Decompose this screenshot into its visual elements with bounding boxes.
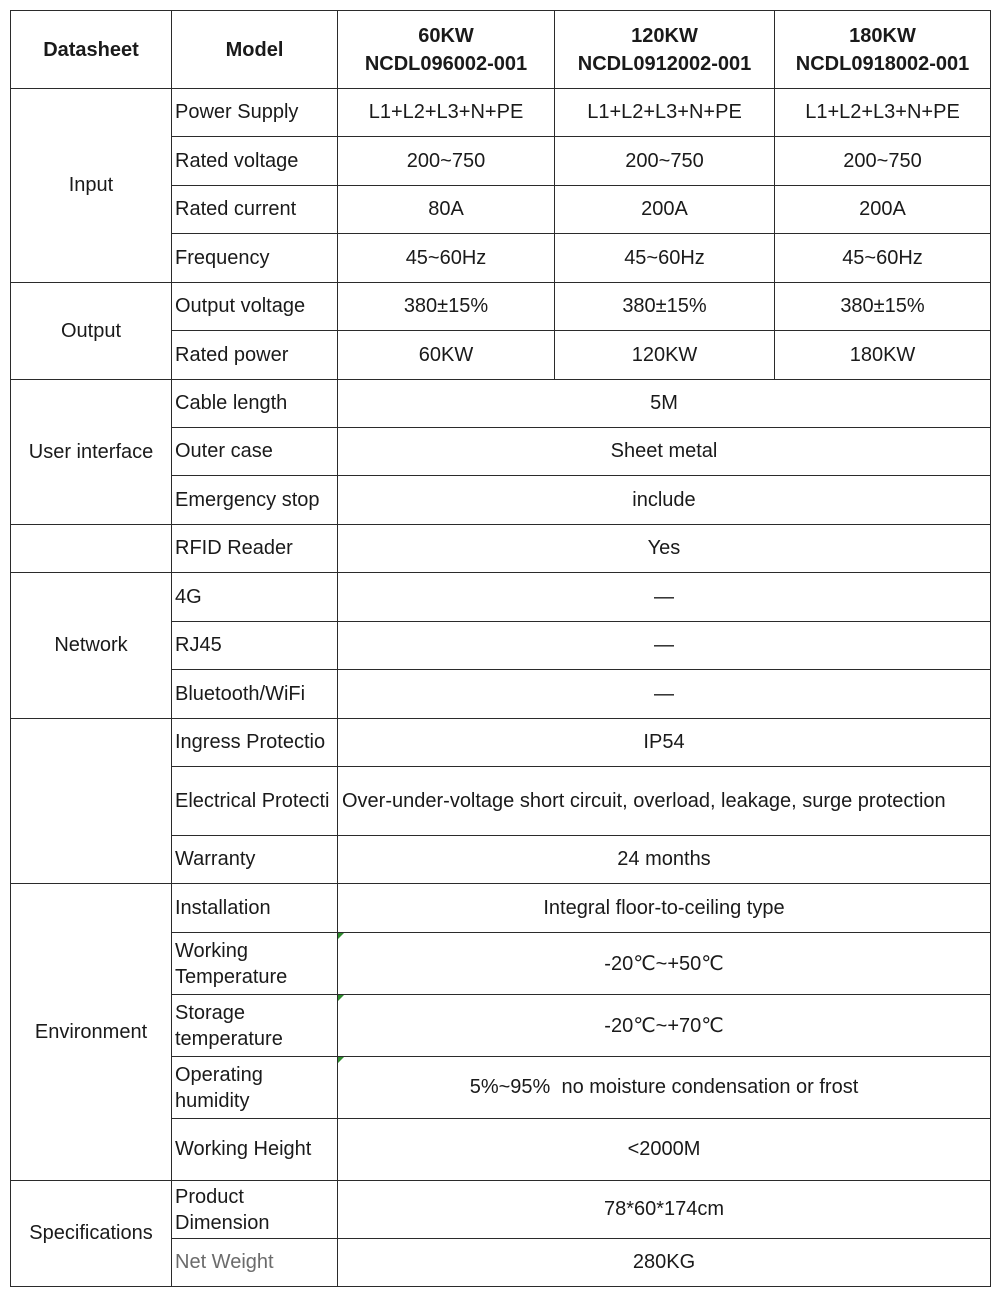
value-cell: — bbox=[338, 622, 991, 670]
param-label: Cable length bbox=[172, 380, 338, 428]
group-empty bbox=[11, 719, 172, 884]
value-cell: 180KW bbox=[775, 331, 991, 380]
value-cell: 45~60Hz bbox=[338, 234, 555, 283]
param-label: Bluetooth/WiFi bbox=[172, 670, 338, 719]
value-cell: 200A bbox=[775, 186, 991, 234]
model-60kw-header bbox=[338, 11, 555, 89]
table-row bbox=[11, 1181, 991, 1239]
param-label: Emergency stop bbox=[172, 476, 338, 525]
value-cell: 5%~95% no moisture condensation or frost bbox=[338, 1057, 991, 1119]
table-row bbox=[11, 573, 991, 622]
param-label: Outer case bbox=[172, 428, 338, 476]
table-row bbox=[11, 719, 991, 767]
value-cell: 45~60Hz bbox=[555, 234, 775, 283]
value-cell: 120KW bbox=[555, 331, 775, 380]
table-row bbox=[11, 283, 991, 331]
model-code: NCDL0918002-001 bbox=[795, 52, 970, 75]
param-label: Working Height bbox=[172, 1119, 338, 1181]
model-power: 60KW bbox=[418, 24, 474, 47]
value-cell: 60KW bbox=[338, 331, 555, 380]
value-cell: 280KG bbox=[338, 1239, 991, 1287]
value-cell: L1+L2+L3+N+PE bbox=[775, 89, 991, 137]
value-cell: IP54 bbox=[338, 719, 991, 767]
param-label: Storage temperature bbox=[172, 995, 338, 1057]
value-cell: 200A bbox=[555, 186, 775, 234]
param-label: Product Dimension bbox=[172, 1181, 338, 1239]
param-label: Power Supply bbox=[172, 89, 338, 137]
value-cell: — bbox=[338, 670, 991, 719]
model-power: 120KW bbox=[631, 24, 698, 47]
datasheet-table bbox=[10, 10, 991, 1287]
value-cell: Integral floor-to-ceiling type bbox=[338, 884, 991, 933]
param-label: RJ45 bbox=[172, 622, 338, 670]
table-row bbox=[11, 884, 991, 933]
param-label: Output voltage bbox=[172, 283, 338, 331]
model-code: NCDL0912002-001 bbox=[577, 52, 752, 75]
value-cell: L1+L2+L3+N+PE bbox=[555, 89, 775, 137]
value-cell: Sheet metal bbox=[338, 428, 991, 476]
param-label: Working Temperature bbox=[172, 933, 338, 995]
value-cell: 380±15% bbox=[775, 283, 991, 331]
param-label: Rated voltage bbox=[172, 137, 338, 186]
value-cell: 200~750 bbox=[775, 137, 991, 186]
group-network: Network bbox=[11, 573, 172, 719]
value-cell: 45~60Hz bbox=[775, 234, 991, 283]
value-cell: 24 months bbox=[338, 836, 991, 884]
value-cell: 80A bbox=[338, 186, 555, 234]
param-label: Warranty bbox=[172, 836, 338, 884]
group-specifications: Specifications bbox=[11, 1181, 172, 1287]
value-cell: 200~750 bbox=[555, 137, 775, 186]
value-cell: -20℃~+50℃ bbox=[338, 933, 991, 995]
datasheet-header: Datasheet bbox=[11, 11, 172, 89]
param-label: Operating humidity bbox=[172, 1057, 338, 1119]
header-row bbox=[11, 11, 991, 89]
model-power: 180KW bbox=[849, 24, 916, 47]
value-cell: L1+L2+L3+N+PE bbox=[338, 89, 555, 137]
table-row bbox=[11, 89, 991, 137]
table-row bbox=[11, 380, 991, 428]
value-cell: 78*60*174cm bbox=[338, 1181, 991, 1239]
model-header: Model bbox=[172, 11, 338, 89]
param-label: RFID Reader bbox=[172, 525, 338, 573]
group-output: Output bbox=[11, 283, 172, 380]
group-input: Input bbox=[11, 89, 172, 283]
value-cell: <2000M bbox=[338, 1119, 991, 1181]
group-environment: Environment bbox=[11, 884, 172, 1181]
model-180kw-header bbox=[775, 11, 991, 89]
model-code: NCDL096002-001 bbox=[364, 52, 528, 75]
value-cell: — bbox=[338, 573, 991, 622]
table-row bbox=[11, 525, 991, 573]
param-label: Rated power bbox=[172, 331, 338, 380]
param-label: Installation bbox=[172, 884, 338, 933]
param-label: 4G bbox=[172, 573, 338, 622]
value-cell: Over-under-voltage short circuit, overload, leakage, surge protection bbox=[338, 767, 991, 836]
param-label: Ingress Protectio bbox=[172, 719, 338, 767]
group-empty bbox=[11, 525, 172, 573]
value-cell: 380±15% bbox=[555, 283, 775, 331]
value-cell: 380±15% bbox=[338, 283, 555, 331]
param-label: Frequency bbox=[172, 234, 338, 283]
param-label: Rated current bbox=[172, 186, 338, 234]
value-cell: Yes bbox=[338, 525, 991, 573]
param-label: Electrical Protecti bbox=[172, 767, 338, 836]
value-cell: 5M bbox=[338, 380, 991, 428]
model-120kw-header bbox=[555, 11, 775, 89]
param-label: Net Weight bbox=[172, 1239, 338, 1287]
value-cell: 200~750 bbox=[338, 137, 555, 186]
value-cell: -20℃~+70℃ bbox=[338, 995, 991, 1057]
value-cell: include bbox=[338, 476, 991, 525]
group-user-interface: User interface bbox=[11, 380, 172, 525]
